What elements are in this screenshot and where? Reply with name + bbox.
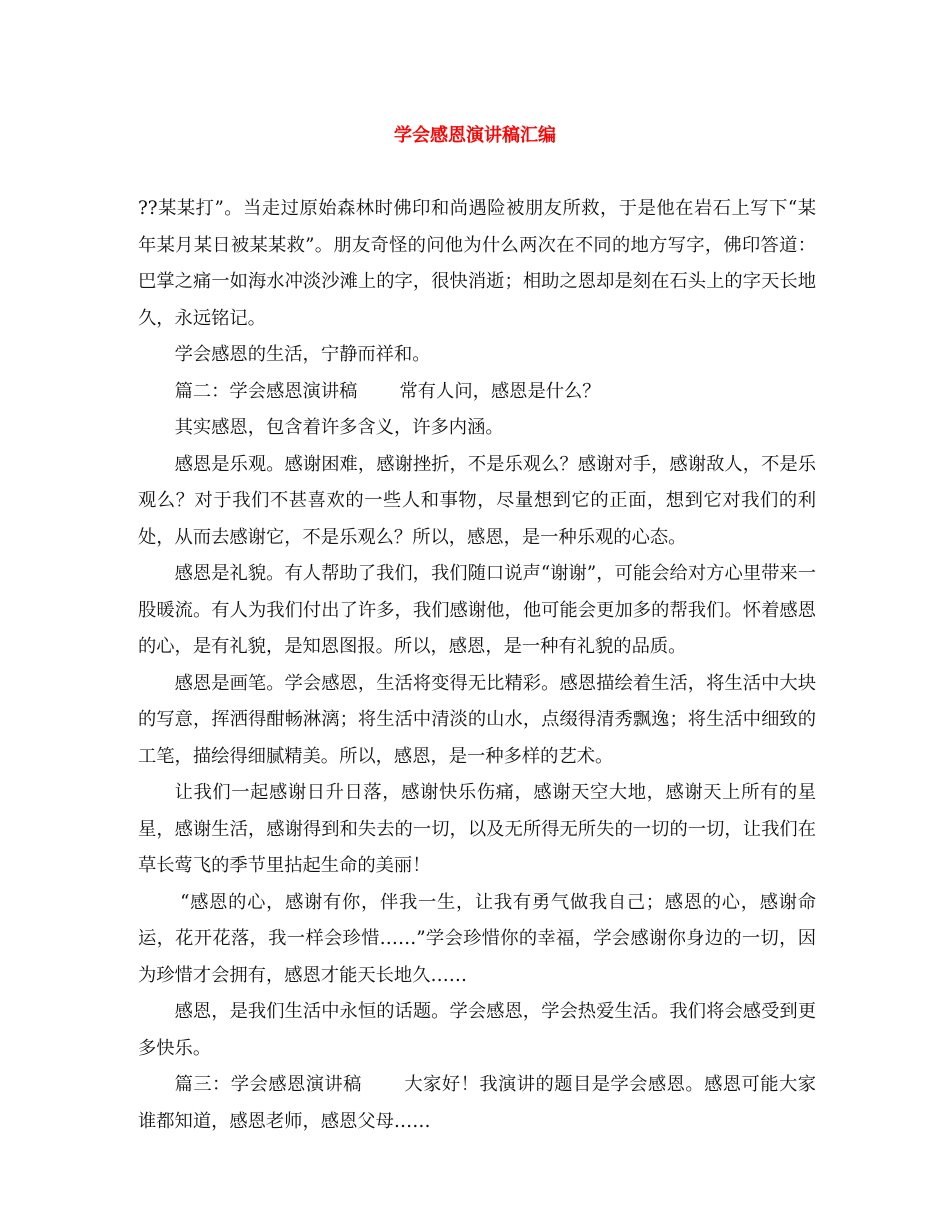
section-2-heading: 篇二：学会感恩演讲稿 (174, 380, 358, 402)
paragraph-7: 感恩是画笔。学会感恩，生活将变得无比精彩。感恩描绘着生活，将生活中大块的写意，挥洒得酣畅淋漓；将生活中清淡的山水，点缀得清秀飘逸；将生活中细致的工笔，描绘得细腻精美。所以，感恩，是一种多样的艺术。 (138, 672, 816, 767)
document-body (138, 191, 816, 1140)
paragraph-1: ??某某打”。当走过原始森林时佛印和尚遇险被朋友所救，于是他在岩石上写下“某年某月某日被某某救”。朋友奇怪的问他为什么两次在不同的地方写字，佛印答道：巴掌之痛一如海水冲淡沙滩上的字，很快消逝；相助之恩却是刻在石头上的字天长地久，永远铭记。 (138, 198, 816, 329)
paragraph-10: 感恩，是我们生活中永恒的话题。学会感恩，学会热爱生活。我们将会感受到更多快乐。 (138, 1001, 816, 1059)
paragraph-6: 感恩是礼貌。有人帮助了我们，我们随口说声“谢谢”，可能会给对方心里带来一股暖流。有人为我们付出了许多，我们感谢他，他可能会更加多的帮我们。怀着感恩的心，是有礼貌，是知恩图报。所以，感恩，是一种有礼貌的品质。 (138, 563, 816, 657)
section-3-heading: 篇三：学会感恩演讲稿 (174, 1074, 362, 1095)
section-2-paragraph (138, 374, 816, 411)
paragraph-2: 学会感恩的生活，宁静而祥和。 (174, 344, 431, 365)
paragraph-9: “感恩的心，感谢有你，伴我一生，让我有勇气做我自己；感恩的心，感谢命运，花开花落，我一样会珍惜……”学会珍惜你的幸福，学会感谢你身边的一切，因为珍惜才会拥有，感恩才能天长地久…… (138, 891, 816, 986)
section-2-text: 常有人问，感恩是什么？ (399, 380, 601, 402)
paragraph-4: 其实感恩，包含着许多含义，许多内涵。 (174, 417, 504, 438)
paragraph-8: 让我们一起感谢日升日落，感谢快乐伤痛，感谢天空大地，感谢天上所有的星星，感谢生活，感谢得到和失去的一切，以及无所得无所失的一切的一切，让我们在草长莺飞的季节里拈起生命的美丽！ (138, 782, 816, 876)
section-3-text: 大家好！我演讲的题目是学会感恩。感恩可能大家谁都知道，感恩老师，感恩父母…… (138, 1074, 817, 1132)
paragraph-5: 感恩是乐观。感谢困难，感谢挫折，不是乐观么？感谢对手，感谢敌人，不是乐观么？对于我们不甚喜欢的一些人和事物，尽量想到它的正面，想到它对我们的利处，从而去感谢它，不是乐观么？所以，感恩，是一种乐观的心态。 (138, 453, 816, 548)
document-title: 学会感恩演讲稿汇编 (394, 125, 556, 146)
section-3-paragraph (138, 1067, 816, 1140)
